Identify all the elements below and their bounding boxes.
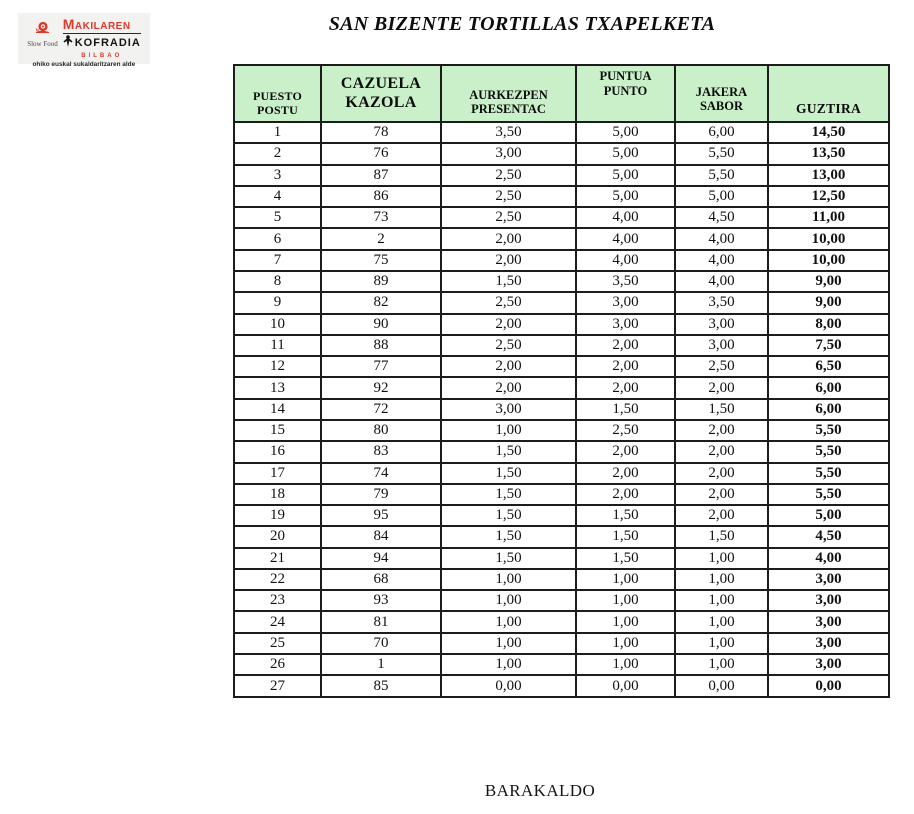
cell-guztira: 3,00 (768, 654, 889, 675)
organization-logo (18, 13, 150, 68)
cell-cazuela: 84 (321, 526, 441, 547)
cell-jakera: 1,00 (675, 654, 768, 675)
cell-puntua: 4,00 (576, 228, 675, 249)
table-row (234, 633, 889, 654)
cell-puesto: 5 (234, 207, 321, 228)
cell-puesto: 25 (234, 633, 321, 654)
results-table-body (234, 122, 889, 697)
cell-jakera: 2,00 (675, 441, 768, 462)
cell-aurkezpen: 1,00 (441, 654, 576, 675)
cell-jakera: 1,00 (675, 633, 768, 654)
table-row (234, 122, 889, 143)
cell-guztira: 12,50 (768, 186, 889, 207)
cell-puntua: 1,00 (576, 569, 675, 590)
cell-aurkezpen: 1,00 (441, 420, 576, 441)
cell-cazuela: 75 (321, 250, 441, 271)
cell-aurkezpen: 2,00 (441, 228, 576, 249)
table-row (234, 165, 889, 186)
cell-guztira: 5,50 (768, 420, 889, 441)
cell-cazuela: 92 (321, 377, 441, 398)
cell-puesto: 14 (234, 399, 321, 420)
header-line: PUNTO (603, 83, 648, 98)
cell-puntua: 2,00 (576, 484, 675, 505)
snail-icon (34, 21, 51, 39)
cell-cazuela: 95 (321, 505, 441, 526)
cell-aurkezpen: 2,00 (441, 377, 576, 398)
cell-jakera: 4,50 (675, 207, 768, 228)
cell-puesto: 3 (234, 165, 321, 186)
column-header-guztira (768, 65, 889, 122)
cell-puesto: 11 (234, 335, 321, 356)
cell-cazuela: 82 (321, 292, 441, 313)
cell-cazuela: 93 (321, 590, 441, 611)
cell-cazuela: 76 (321, 143, 441, 164)
header-line: CAZUELA (340, 74, 422, 92)
table-row (234, 569, 889, 590)
cell-guztira: 4,00 (768, 548, 889, 569)
cell-puntua: 3,00 (576, 314, 675, 335)
cell-jakera: 0,00 (675, 675, 768, 697)
cell-aurkezpen: 2,00 (441, 250, 576, 271)
cell-puntua: 3,50 (576, 271, 675, 292)
cell-jakera: 2,00 (675, 484, 768, 505)
cell-jakera: 1,00 (675, 569, 768, 590)
cell-aurkezpen: 3,50 (441, 122, 576, 143)
cell-puesto: 16 (234, 441, 321, 462)
makilaren-label: MAKILAREN (62, 16, 131, 32)
cell-puntua: 3,00 (576, 292, 675, 313)
column-header-cazuela-kazola (321, 65, 441, 122)
cell-puntua: 5,00 (576, 186, 675, 207)
cell-cazuela: 87 (321, 165, 441, 186)
cell-aurkezpen: 1,50 (441, 271, 576, 292)
cell-cazuela: 89 (321, 271, 441, 292)
cell-aurkezpen: 3,00 (441, 399, 576, 420)
cell-guztira: 10,00 (768, 250, 889, 271)
table-row (234, 186, 889, 207)
cell-puntua: 1,00 (576, 633, 675, 654)
cell-aurkezpen: 1,00 (441, 633, 576, 654)
cell-puntua: 4,00 (576, 207, 675, 228)
cell-puntua: 2,00 (576, 377, 675, 398)
table-row (234, 143, 889, 164)
cell-guztira: 3,00 (768, 590, 889, 611)
cell-jakera: 3,50 (675, 292, 768, 313)
cell-aurkezpen: 2,50 (441, 165, 576, 186)
cell-jakera: 2,00 (675, 420, 768, 441)
header-line: GUZTIRA (795, 101, 862, 117)
cell-guztira: 13,50 (768, 143, 889, 164)
table-row (234, 548, 889, 569)
cell-puesto: 13 (234, 377, 321, 398)
cell-puntua: 1,50 (576, 505, 675, 526)
cell-puesto: 7 (234, 250, 321, 271)
cell-cazuela: 77 (321, 356, 441, 377)
cell-jakera: 4,00 (675, 250, 768, 271)
cell-jakera: 3,00 (675, 335, 768, 356)
table-row (234, 314, 889, 335)
cell-jakera: 1,50 (675, 526, 768, 547)
cell-puesto: 4 (234, 186, 321, 207)
header-line: AURKEZPEN (469, 87, 548, 102)
cell-puntua: 0,00 (576, 675, 675, 697)
cell-aurkezpen: 2,00 (441, 356, 576, 377)
cell-guztira: 8,00 (768, 314, 889, 335)
cell-puntua: 2,00 (576, 335, 675, 356)
header-line: PUESTO (253, 88, 302, 103)
cell-aurkezpen: 2,50 (441, 292, 576, 313)
cell-puntua: 2,00 (576, 463, 675, 484)
cell-cazuela: 81 (321, 611, 441, 632)
cell-puesto: 23 (234, 590, 321, 611)
cell-aurkezpen: 1,00 (441, 590, 576, 611)
bilbao-label: BILBAO (81, 53, 123, 59)
results-table (233, 64, 890, 698)
table-row (234, 356, 889, 377)
cell-puesto: 1 (234, 122, 321, 143)
cell-puntua: 1,00 (576, 654, 675, 675)
cell-puesto: 24 (234, 611, 321, 632)
cell-puntua: 4,00 (576, 250, 675, 271)
header-line: JAKERA (695, 84, 748, 99)
cell-guztira: 13,00 (768, 165, 889, 186)
cell-guztira: 4,50 (768, 526, 889, 547)
cell-guztira: 5,50 (768, 484, 889, 505)
cell-aurkezpen: 2,50 (441, 335, 576, 356)
results-table-header (234, 65, 889, 122)
kofradia-label: KOFRADIA (74, 37, 141, 49)
cell-puntua: 2,00 (576, 356, 675, 377)
cell-cazuela: 78 (321, 122, 441, 143)
cell-jakera: 6,00 (675, 122, 768, 143)
slow-food-label: Slow Food (27, 40, 58, 48)
cell-puesto: 2 (234, 143, 321, 164)
cell-puesto: 26 (234, 654, 321, 675)
cell-puesto: 15 (234, 420, 321, 441)
cell-cazuela: 68 (321, 569, 441, 590)
table-row (234, 271, 889, 292)
cell-cazuela: 72 (321, 399, 441, 420)
header-line: SABOR (699, 99, 744, 114)
cell-aurkezpen: 1,50 (441, 526, 576, 547)
cell-puntua: 1,50 (576, 399, 675, 420)
cell-puesto: 8 (234, 271, 321, 292)
cell-puesto: 22 (234, 569, 321, 590)
cell-cazuela: 94 (321, 548, 441, 569)
cell-aurkezpen: 2,50 (441, 207, 576, 228)
cell-guztira: 7,50 (768, 335, 889, 356)
cell-jakera: 1,00 (675, 590, 768, 611)
table-row (234, 420, 889, 441)
cell-cazuela: 80 (321, 420, 441, 441)
cell-cazuela: 70 (321, 633, 441, 654)
table-row (234, 399, 889, 420)
cell-guztira: 6,00 (768, 399, 889, 420)
cell-aurkezpen: 3,00 (441, 143, 576, 164)
kofradia-row (63, 33, 141, 52)
logo-tagline: ohiko euskal sukaldaritzaren alde (32, 61, 136, 68)
table-row (234, 484, 889, 505)
cell-puntua: 2,50 (576, 420, 675, 441)
footer-location: BARAKALDO (484, 781, 596, 800)
cell-guztira: 11,00 (768, 207, 889, 228)
cell-guztira: 9,00 (768, 292, 889, 313)
cell-jakera: 1,00 (675, 611, 768, 632)
cell-puesto: 12 (234, 356, 321, 377)
cell-guztira: 10,00 (768, 228, 889, 249)
column-header-puntua-punto (576, 65, 675, 122)
header-row (234, 65, 889, 122)
cell-jakera: 1,50 (675, 399, 768, 420)
cell-puesto: 27 (234, 675, 321, 697)
header-line: PRESENTAC (471, 102, 546, 117)
cell-cazuela: 85 (321, 675, 441, 697)
table-row (234, 335, 889, 356)
header-line: PUNTUA (599, 69, 652, 83)
cell-aurkezpen: 2,00 (441, 314, 576, 335)
cell-cazuela: 1 (321, 654, 441, 675)
cell-puntua: 1,00 (576, 611, 675, 632)
cell-guztira: 6,50 (768, 356, 889, 377)
cell-puntua: 1,50 (576, 526, 675, 547)
cell-jakera: 5,50 (675, 165, 768, 186)
table-row (234, 654, 889, 675)
cell-puesto: 17 (234, 463, 321, 484)
cell-puesto: 18 (234, 484, 321, 505)
slow-food-logo (27, 21, 58, 48)
cell-guztira: 14,50 (768, 122, 889, 143)
cell-guztira: 0,00 (768, 675, 889, 697)
table-row (234, 292, 889, 313)
header-line: POSTU (256, 102, 298, 117)
cell-jakera: 2,00 (675, 377, 768, 398)
table-row (234, 228, 889, 249)
cell-jakera: 4,00 (675, 228, 768, 249)
table-row (234, 441, 889, 462)
cell-puntua: 1,00 (576, 590, 675, 611)
cell-puesto: 10 (234, 314, 321, 335)
table-row (234, 526, 889, 547)
table-row (234, 463, 889, 484)
cell-jakera: 4,00 (675, 271, 768, 292)
cell-aurkezpen: 2,50 (441, 186, 576, 207)
kofradia-wordmark (63, 17, 141, 59)
table-row (234, 590, 889, 611)
chef-figure-icon (63, 35, 73, 52)
cell-puntua: 5,00 (576, 165, 675, 186)
cell-puntua: 5,00 (576, 122, 675, 143)
cell-jakera: 2,00 (675, 463, 768, 484)
cell-jakera: 5,00 (675, 186, 768, 207)
cell-aurkezpen: 1,50 (441, 548, 576, 569)
cell-guztira: 5,50 (768, 441, 889, 462)
table-row (234, 611, 889, 632)
cell-guztira: 5,50 (768, 463, 889, 484)
cell-puesto: 21 (234, 548, 321, 569)
cell-cazuela: 74 (321, 463, 441, 484)
cell-jakera: 2,00 (675, 505, 768, 526)
cell-guztira: 5,00 (768, 505, 889, 526)
cell-puesto: 19 (234, 505, 321, 526)
cell-aurkezpen: 1,50 (441, 441, 576, 462)
cell-aurkezpen: 1,50 (441, 484, 576, 505)
cell-cazuela: 86 (321, 186, 441, 207)
cell-puntua: 1,50 (576, 548, 675, 569)
cell-jakera: 1,00 (675, 548, 768, 569)
cell-puesto: 20 (234, 526, 321, 547)
cell-cazuela: 90 (321, 314, 441, 335)
cell-jakera: 3,00 (675, 314, 768, 335)
column-header-puesto-postu (234, 65, 321, 122)
cell-cazuela: 88 (321, 335, 441, 356)
cell-guztira: 6,00 (768, 377, 889, 398)
cell-cazuela: 73 (321, 207, 441, 228)
cell-aurkezpen: 1,50 (441, 505, 576, 526)
table-row (234, 377, 889, 398)
header-line: KAZOLA (345, 93, 417, 111)
logo-main (27, 17, 141, 59)
cell-guztira: 3,00 (768, 569, 889, 590)
column-header-jakera-sabor (675, 65, 768, 122)
table-row (234, 207, 889, 228)
table-row (234, 250, 889, 271)
cell-aurkezpen: 1,50 (441, 463, 576, 484)
cell-cazuela: 79 (321, 484, 441, 505)
cell-guztira: 9,00 (768, 271, 889, 292)
cell-aurkezpen: 1,00 (441, 569, 576, 590)
page-title: SAN BIZENTE TORTILLAS TXAPELKETA (328, 13, 716, 35)
table-row (234, 675, 889, 697)
cell-aurkezpen: 0,00 (441, 675, 576, 697)
column-header-aurkezpen-presentac (441, 65, 576, 122)
cell-aurkezpen: 1,00 (441, 611, 576, 632)
cell-guztira: 3,00 (768, 633, 889, 654)
cell-cazuela: 83 (321, 441, 441, 462)
table-row (234, 505, 889, 526)
cell-puesto: 9 (234, 292, 321, 313)
cell-jakera: 5,50 (675, 143, 768, 164)
cell-puntua: 2,00 (576, 441, 675, 462)
cell-puntua: 5,00 (576, 143, 675, 164)
cell-cazuela: 2 (321, 228, 441, 249)
cell-puesto: 6 (234, 228, 321, 249)
cell-guztira: 3,00 (768, 611, 889, 632)
cell-jakera: 2,50 (675, 356, 768, 377)
